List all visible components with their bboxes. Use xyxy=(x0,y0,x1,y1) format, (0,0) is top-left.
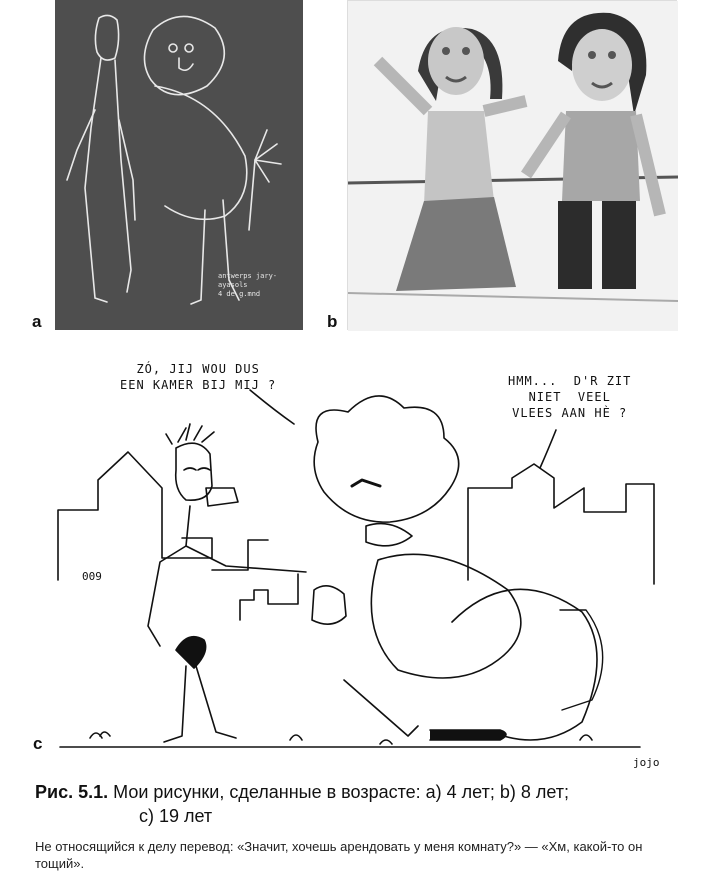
panel-label-b: b xyxy=(327,312,338,331)
panel-label-c: c xyxy=(33,734,43,753)
signature-line-1: antwerps jary-ayasols xyxy=(218,272,278,289)
drawing-age-4 xyxy=(55,0,303,330)
panel-label-a: a xyxy=(32,312,42,331)
translation-note: Не относящийся к делу перевод: «Значит, хочешь арендовать у меня комнату?» — «Хм, какой-то он тощий». xyxy=(35,839,643,871)
speech-bubble-left: ZÓ, JIJ WOU DUS EEN KAMER BIJ MIJ ? xyxy=(120,362,277,392)
figure-caption xyxy=(35,780,685,828)
caption-line-2: с) 19 лет xyxy=(139,806,213,826)
drawing-tag-signature: jojo xyxy=(633,756,660,769)
crayon-figures-drawing xyxy=(348,1,678,331)
speech-bubble-right: HMM... D'R ZIT NIET VEEL VLEES AAN HÈ ? xyxy=(508,374,632,420)
drawing-signature xyxy=(218,272,303,299)
figure-number: Рис. 5.1. xyxy=(35,782,109,802)
caption-line-1: Мои рисунки, сделанные в возрасте: а) 4 лет; b) 8 лет; xyxy=(113,782,570,802)
drawing-age-8 xyxy=(347,0,677,330)
signature-line-2: 4 de g.mnd xyxy=(218,290,261,298)
drawing-tag-left: 009 xyxy=(82,570,102,583)
